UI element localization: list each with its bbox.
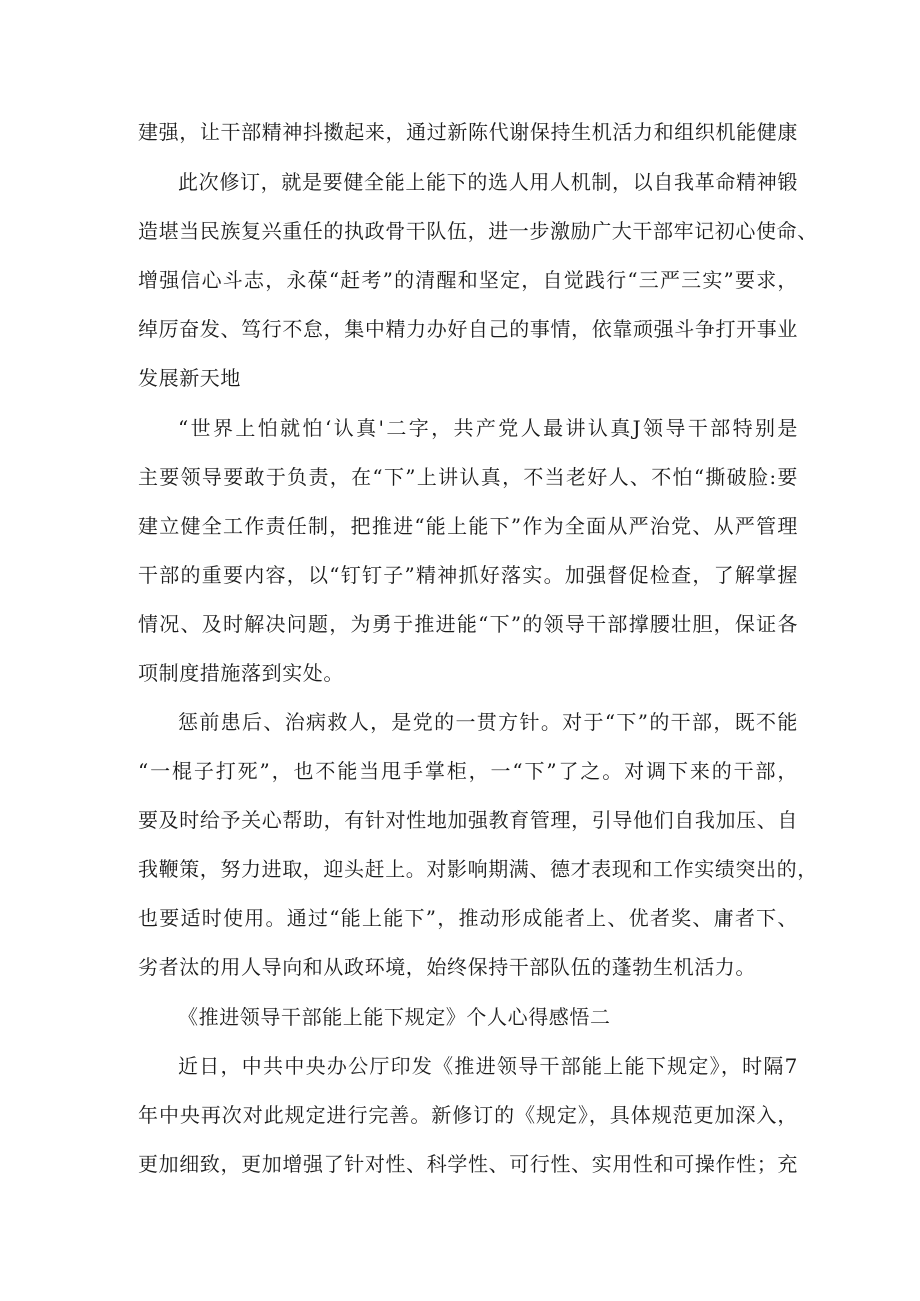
- text-line: 更加细致，更加增强了针对性、科学性、可行性、实用性和可操作性；充: [138, 1152, 798, 1176]
- section-heading: 《推进领导干部能上能下规定》个人心得感悟二: [178, 1005, 611, 1029]
- paragraph-first-line: 惩前患后、治病救人，是党的一贯方针。对于“下”的干部，既不能: [178, 710, 798, 734]
- text-line: 项制度措施落到实处。: [138, 661, 344, 685]
- text-line: “一棍子打死”，也不能当甩手掌柜，一“下”了之。对调下来的干部，: [138, 759, 798, 783]
- text-line: 劣者汰的用人导向和从政环境，始终保持干部队伍的蓬勃生机活力。: [138, 955, 756, 979]
- paragraph-first-line: “世界上怕就怕‘认真'二字，共产党人最讲认真J领导干部特别是: [178, 416, 798, 440]
- text-line: 干部的重要内容，以“钉钉子”精神抓好落实。加强督促检查，了解掌握: [138, 563, 798, 587]
- text-line: 要及时给予关心帮助，有针对性地加强教育管理，引导他们自我加压、自: [138, 808, 798, 832]
- text-line: 我鞭策，努力进取，迎头赶上。对影响期满、德才表现和工作实绩突出的，: [138, 857, 818, 881]
- paragraph-first-line: 近日，中共中央办公厅印发《推进领导干部能上能下规定》，时隔7: [178, 1054, 798, 1078]
- text-line: 造堪当民族复兴重任的执政骨干队伍，进一步激励广大干部牢记初心使命、: [138, 219, 818, 243]
- text-line: 绰厉奋发、笃行不怠，集中精力办好自己的事情，依靠顽强斗争打开事业: [138, 317, 798, 341]
- text-line: 发展新天地: [138, 366, 241, 390]
- text-line: 也要适时使用。通过“能上能下”，推动形成能者上、优者奖、庸者下、: [138, 906, 798, 930]
- text-line: 情况、及时解决问题，为勇于推进能“下”的领导干部撑腰壮胆，保证各: [138, 612, 798, 636]
- text-line: 年中央再次对此规定进行完善。新修订的《规定》，具体规范更加深入，: [138, 1103, 798, 1127]
- text-line: 主要领导要敢于负责，在“下”上讲认真，不当老好人、不怕“撕破脸:要: [138, 465, 798, 489]
- paragraph-first-line: 此次修订，就是要健全能上能下的选人用人机制，以自我革命精神锻: [178, 170, 798, 194]
- text-line: 建强，让干部精神抖擞起来，通过新陈代谢保持生机活力和组织机能健康: [138, 120, 798, 144]
- text-line: 建立健全工作责任制，把推进“能上能下”作为全面从严治党、从严管理: [138, 514, 798, 538]
- text-line: 增强信心斗志，永葆“赶考”的清醒和坚定，自觉践行“三严三实”要求，: [138, 268, 798, 292]
